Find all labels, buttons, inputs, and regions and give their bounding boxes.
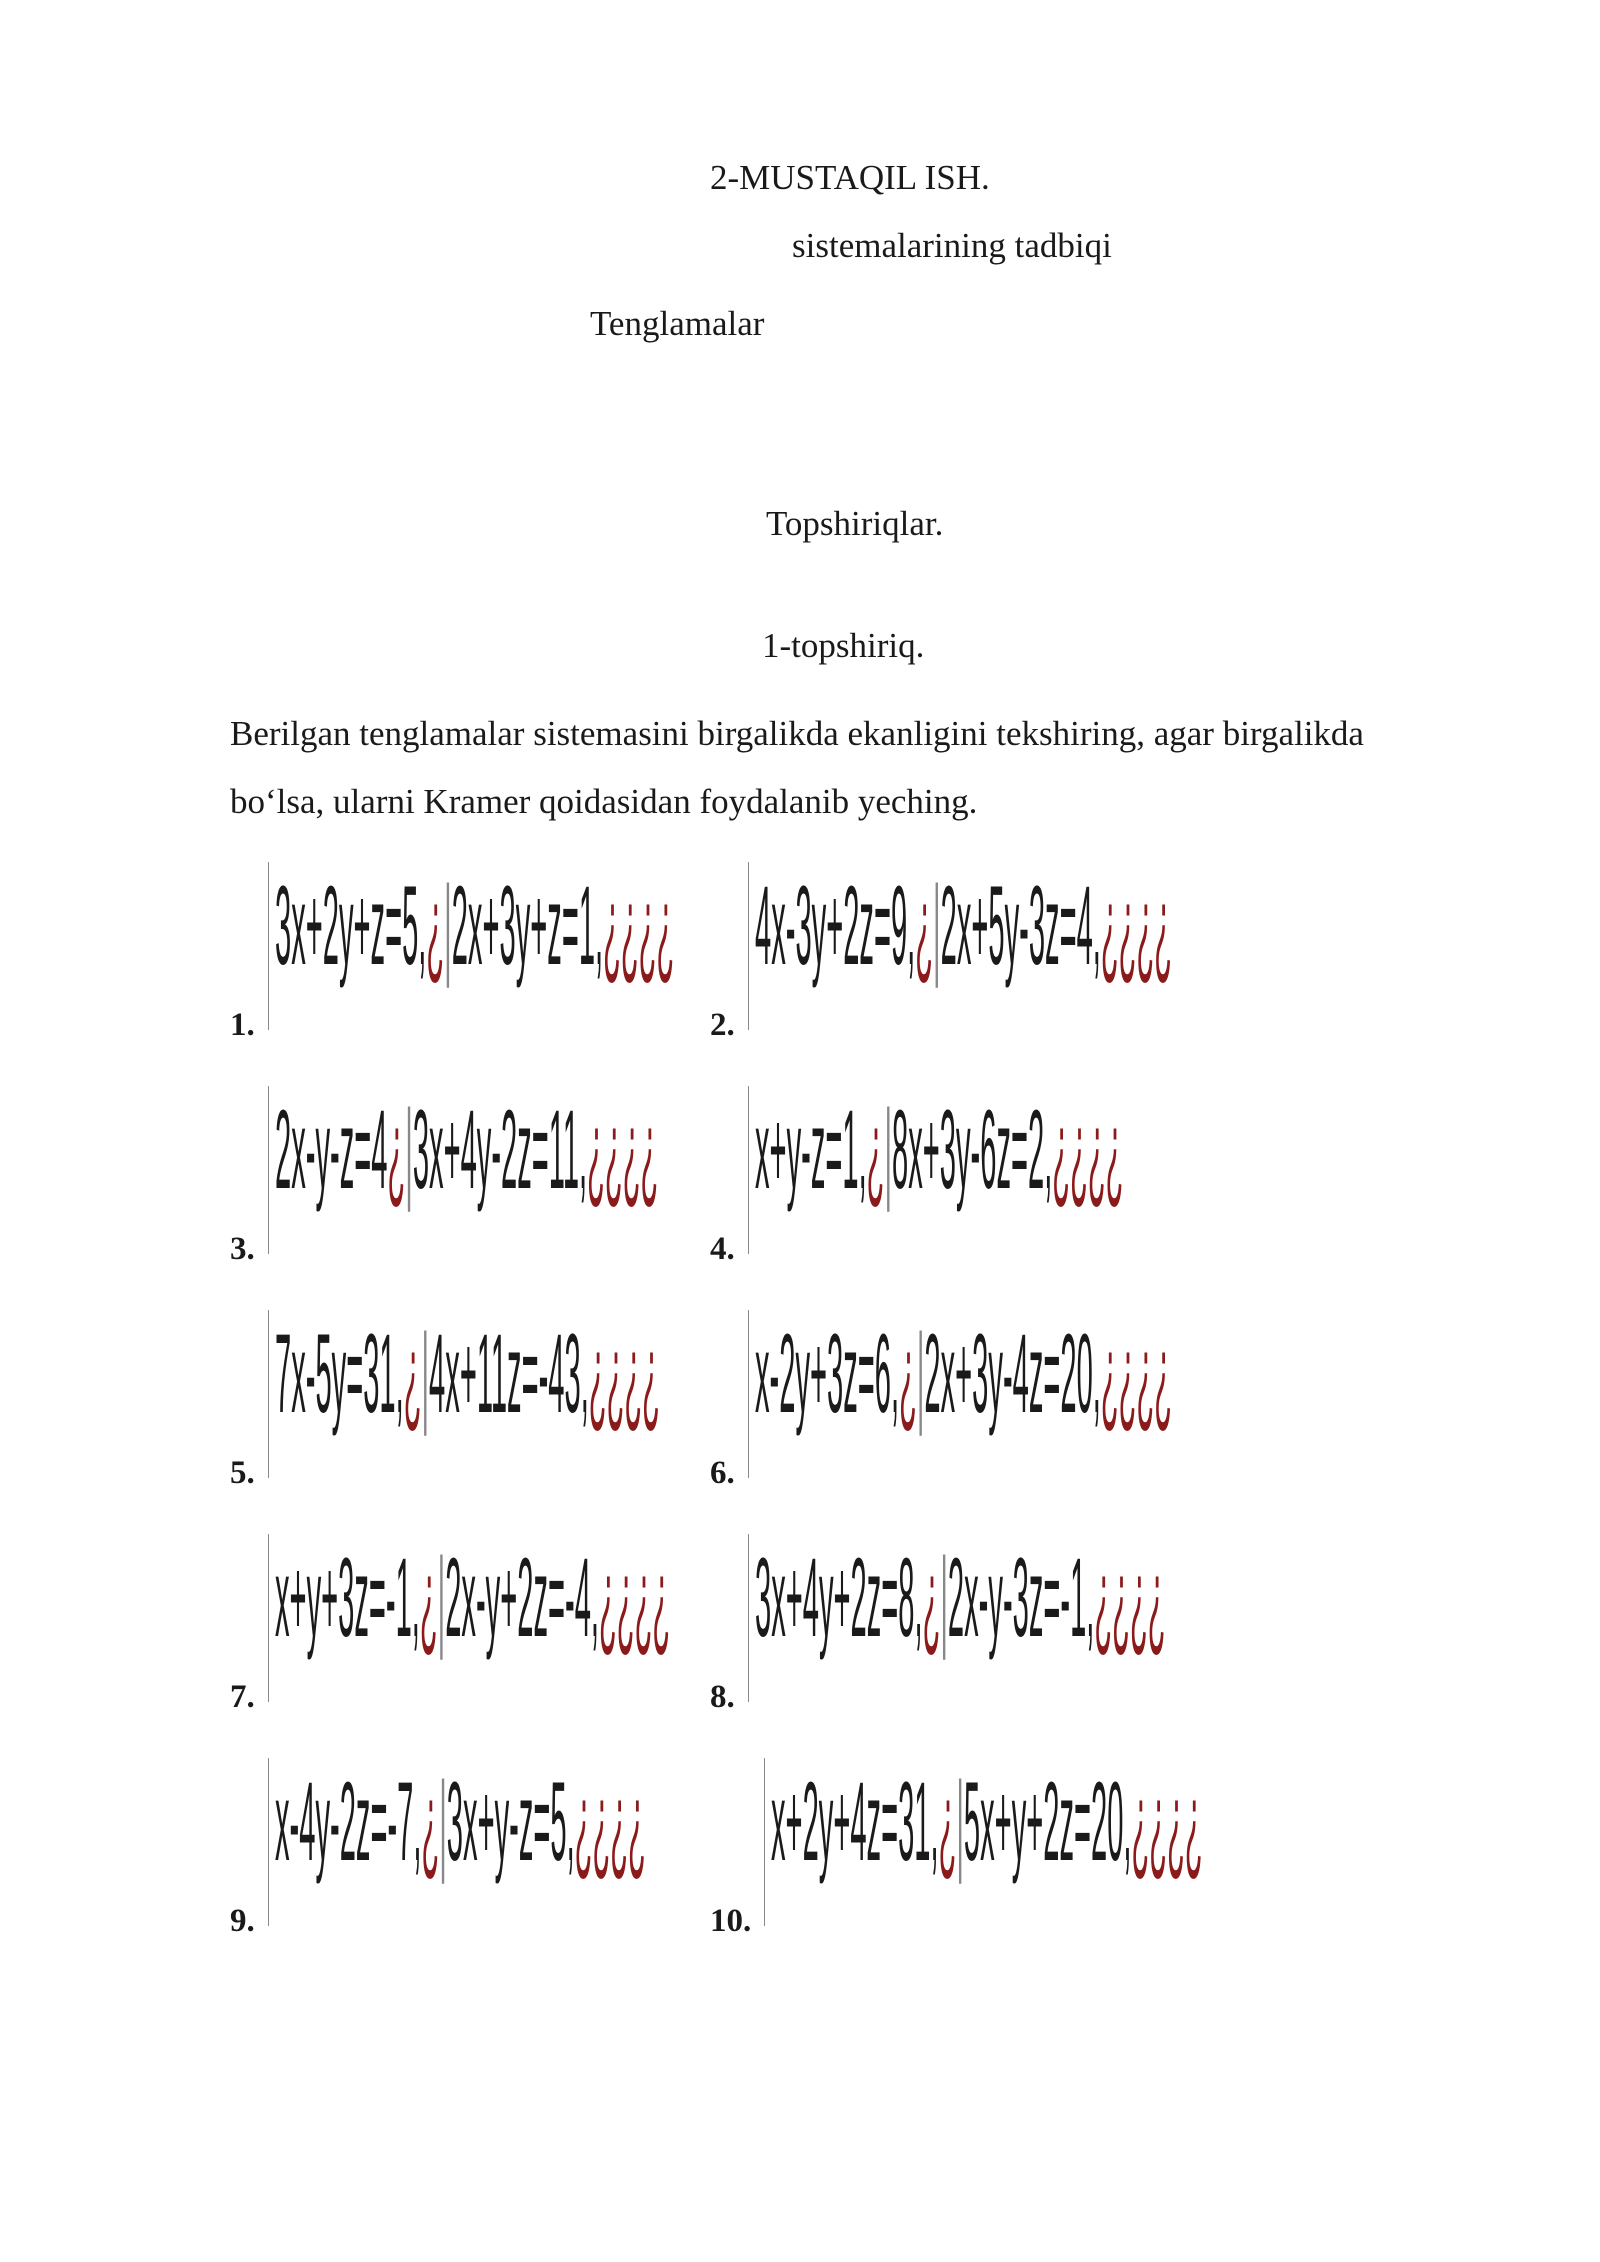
equation-text: x-4y-2z=-7,¿|3x+y-z=5,¿¿¿¿ xyxy=(275,1758,646,1884)
instruction-line-1: Berilgan tenglamalar sistemasini birgalikda ekanligini tekshiring, agar birgalikda xyxy=(230,714,1364,753)
brace-icon xyxy=(268,1310,271,1478)
problem-number: 3. xyxy=(230,1231,255,1267)
equation-text: 3x+2y+z=5,¿|2x+3y+z=1,¿¿¿¿ xyxy=(275,862,675,988)
brace-icon xyxy=(268,1758,271,1926)
brace-icon xyxy=(748,1086,751,1254)
task-heading: 1-topshiriq. xyxy=(762,626,925,665)
equation-text: 2x-y-z=4¿|3x+4y-2z=11,¿¿¿¿ xyxy=(275,1086,659,1212)
tasks-heading: Topshiriqlar. xyxy=(766,504,944,543)
problem-item xyxy=(710,1534,1170,1714)
problem-number: 4. xyxy=(710,1231,735,1267)
equation-text: x-2y+3z=6,¿|2x+3y-4z=20,¿¿¿¿ xyxy=(755,1310,1173,1436)
equation-text: x+y-z=1,¿|8x+3y-6z=2,¿¿¿¿ xyxy=(755,1086,1124,1212)
equation-text: 4x-3y+2z=9,¿|2x+5y-3z=4,¿¿¿¿ xyxy=(755,862,1173,988)
equation-system xyxy=(748,1086,1464,1254)
problem-number: 10. xyxy=(710,1903,752,1939)
document-title: 2-MUSTAQIL ISH. xyxy=(710,158,990,197)
problem-item xyxy=(710,1758,1203,1939)
equation-text: 7x-5y=31,¿|4x+11z=-43,¿¿¿¿ xyxy=(275,1310,660,1436)
problem-number: 7. xyxy=(230,1679,255,1715)
equation-system xyxy=(748,1534,1544,1702)
document-subtitle: sistemalarining tadbiqi xyxy=(792,226,1112,265)
equation-system xyxy=(748,1310,1557,1478)
equation-system xyxy=(764,1758,1600,1926)
problem-number: 2. xyxy=(710,1007,735,1043)
problem-item xyxy=(710,1310,1173,1491)
problem-item xyxy=(230,1534,690,1714)
brace-icon xyxy=(268,862,271,1030)
task-instruction xyxy=(230,700,1470,836)
problem-item xyxy=(230,862,690,1042)
equation-text: x+2y+4z=31,¿|5x+y+2z=20,¿¿¿¿ xyxy=(771,1758,1203,1884)
equation-system xyxy=(748,862,1557,1030)
brace-icon xyxy=(268,1534,271,1702)
problem-number: 6. xyxy=(710,1455,735,1491)
problem-number: 9. xyxy=(230,1903,255,1939)
instruction-line-2: bo‘lsa, ularni Kramer qoidasidan foydalanib yeching. xyxy=(230,782,978,821)
document-topic: Tenglamalar xyxy=(590,304,765,343)
problem-item xyxy=(710,862,1173,1043)
problem-number: 1. xyxy=(230,1007,255,1043)
brace-icon xyxy=(748,1310,751,1478)
problem-item xyxy=(230,1758,690,1938)
problem-number: 5. xyxy=(230,1455,255,1491)
brace-icon xyxy=(748,1534,751,1702)
brace-icon xyxy=(748,862,751,1030)
equation-text: 3x+4y+2z=8,¿|2x-y-3z=-1,¿¿¿¿ xyxy=(755,1534,1166,1660)
brace-icon xyxy=(268,1086,271,1254)
problem-item xyxy=(710,1086,1170,1266)
problem-number: 8. xyxy=(710,1679,735,1715)
problem-item xyxy=(230,1086,690,1266)
equation-text: x+y+3z=-1,¿|2x-y+2z=-4,¿¿¿¿ xyxy=(275,1534,671,1660)
problem-item xyxy=(230,1310,690,1490)
brace-icon xyxy=(764,1758,767,1926)
